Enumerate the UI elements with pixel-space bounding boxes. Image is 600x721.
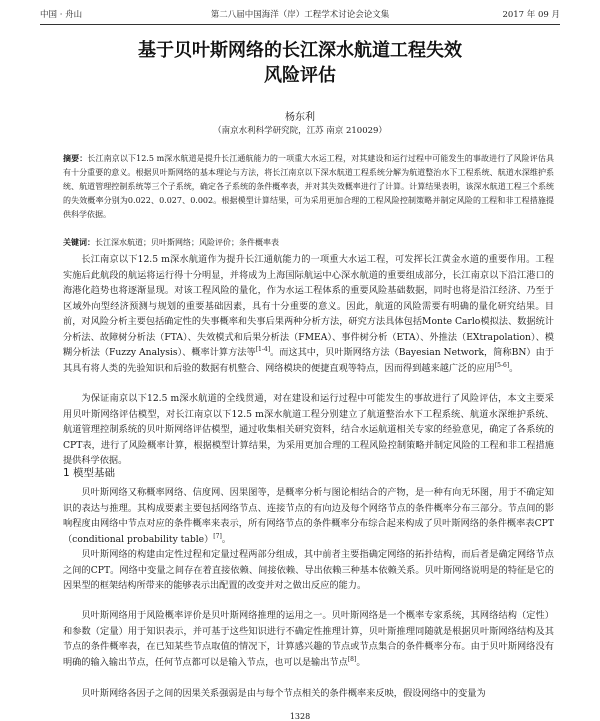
citation: [5-6] <box>494 361 510 369</box>
abstract-text: 长江南京以下12.5 m深水航道是提升长江通航能力的一项重大水运工程，对其建设和运行过程中可能发生的事故进行了风险评估具有十分重要的意义。根据贝叶斯网络的基本理论与方法，将长江南京以下深水航道工程系统分解为航道整治水下工程系统、航道水深维护系统、航道管理控制系统等三个子系统，确定各子系统的条件概率表，并对其失效概率进行了计算。计算结果表明，该深水航道工程三个系统的失效概率分别为0.022、0.027、0.002。根据模型计算结果，可为采用更加合理的工程风险控制策略并制定风险的工程和非工程措施提供科学依据。 <box>63 154 555 219</box>
intro-paragraph-1-text: 长江南京以下12.5 m深水航道作为提升长江通航能力的一项重大水运工程，可发挥长江黄金水道的重要作用。工程实施后此航段的航运将运行得十分明显，并将成为上海国际航运中心深水航道的重要组成部分，长江南京以下沿江港口的海港化趋势也将逐渐显现。对该工程风险的量化，作为水运工程体系的重要风险基础数据，同时也将是沿江经济、乃至于区域外向型经济预测与规划的重要基础因素，具有十分重要的意义。因此，航道的风险需要有明确的量化研究结果。目前，对风险分析主要包括确定性的失事概率和失事后果两种分析方法，研究方法具体包括Monte Carlo模拟法、数据统计分析法、故障树分析法（FTA）、失效模式和后果分析法（FMEA）、事件树分析（ETA）、外推法（EXtrapolation）、模糊分析法（Fuzzy Analysis）、概率计算方法等 <box>63 254 554 358</box>
model-paragraph-1 <box>63 485 554 547</box>
model-paragraph-2 <box>63 547 554 594</box>
model-paragraph-2-text: 贝叶斯网络的构建由定性过程和定量过程两部分组成，其中前者主要指确定网络的拓扑结构，而后者是确定网络节点之间的CPT。网络中变量之间存在着直接依赖、间接依赖、导出依赖三种基本依赖关系。贝叶斯网络说明是的特征是它的因果型的框架结构所带来的能够表示出配置的改变并对之做出反应的能力。 <box>63 549 554 591</box>
header-divider <box>40 24 560 25</box>
page-number: 1328 <box>289 712 311 721</box>
model-paragraph-1-end: 。 <box>221 533 231 545</box>
citation: [8] <box>347 655 357 663</box>
keywords-label: 关键词： <box>63 238 95 247</box>
intro-paragraph-2 <box>63 391 554 469</box>
model-paragraph-4-text: 贝叶斯网络各因子之间的因果关系强弱是由与每个节点相关的条件概率来反映，假设网络中的变量为 <box>81 688 486 699</box>
author-affiliation: （南京水利科学研究院，江苏 南京 210029） <box>213 126 387 136</box>
paper-title-line-2: 风险评估 <box>264 65 336 86</box>
running-head-proceedings: 第二八届中国海洋（岸）工程学术讨论会论文集 <box>210 10 390 20</box>
running-head <box>40 8 560 24</box>
intro-paragraph-1-tail: 。而这其中，贝叶斯网络方法（Bayesian Network，简称BN）由于其具有将人类的先验知识和后验的数据有机整合、网络模块的便捷直观等特点，因而得到越来越广泛的应用 <box>63 347 554 374</box>
citation: [7] <box>213 532 222 540</box>
keywords-text: 长江深水航道；贝叶斯网络；风险评价；条件概率表 <box>95 238 279 247</box>
running-head-date: 2017 年 09 月 <box>502 10 560 20</box>
paper-title-line-1: 基于贝叶斯网络的长江深水航道工程失效 <box>138 40 462 61</box>
paper-title <box>50 38 550 88</box>
model-paragraph-3-text: 贝叶斯网络用于风险概率评价是贝叶斯网络推理的运用之一。贝叶斯网络是一个概率专家系统，其网络结构（定性）和参数（定量）用于知识表示，并可基于这些知识进行不确定性推理计算，贝叶斯推理同随就是根据贝叶斯网络结构及其节点的条件概率表，在已知某些节点取值的情况下，计算感兴趣的节点或节点集合的条件概率分布。由于贝叶斯网络没有明确的输入输出节点，任何节点都可以是输入节点，也可以是输出节点 <box>63 610 554 668</box>
model-paragraph-1-text: 贝叶斯网络又称概率网络、信度网、因果图等，是概率分析与图论相结合的产物，是一种有向无环图，用于不确定知识的表达与推理。其构成要素主要包括网络节点、连接节点的有向边及每个网络节点的条件概率分布三部分。节点间的影响程度由网络中节点对应的条件概率来表示，所有网络节点的条件概率分布综合起来构成了贝叶斯网络的条件概率表CPT（conditional probability table） <box>63 487 554 545</box>
intro-paragraph-1-end: 。 <box>509 362 519 374</box>
running-head-location: 中国 · 舟山 <box>40 10 83 20</box>
model-paragraph-3 <box>63 608 554 670</box>
model-paragraph-4 <box>63 686 554 702</box>
abstract-label: 摘要： <box>63 154 88 163</box>
author-name: 杨东利 <box>285 112 315 123</box>
intro-paragraph-1 <box>63 252 554 376</box>
model-paragraph-3-end: 。 <box>356 656 366 668</box>
keywords <box>63 236 554 250</box>
section-heading: 1 模型基础 <box>63 467 116 479</box>
abstract <box>63 152 554 222</box>
intro-paragraph-2-text: 为保证南京以下12.5 m深水航道的全线贯通，对在建设和运行过程中可能发生的事故进行了风险评估，本文主要采用贝叶斯网络评估模型，对长江南京以下12.5 m深水航道工程分别建立了航道整治水下工程系统、航道水深维护系统、航道管理控制系统的贝叶斯网络评估模型，通过收集相关研究资料，结合水运航道相关专家的经验意见，确定了各系统的CPT表，进行了风险概率计算，根据模型计算结果，为采用更加合理的工程风险控制策略并制定风险的工程和非工程措施提供科学依据。 <box>63 393 554 466</box>
citation: [1-4] <box>255 345 271 353</box>
